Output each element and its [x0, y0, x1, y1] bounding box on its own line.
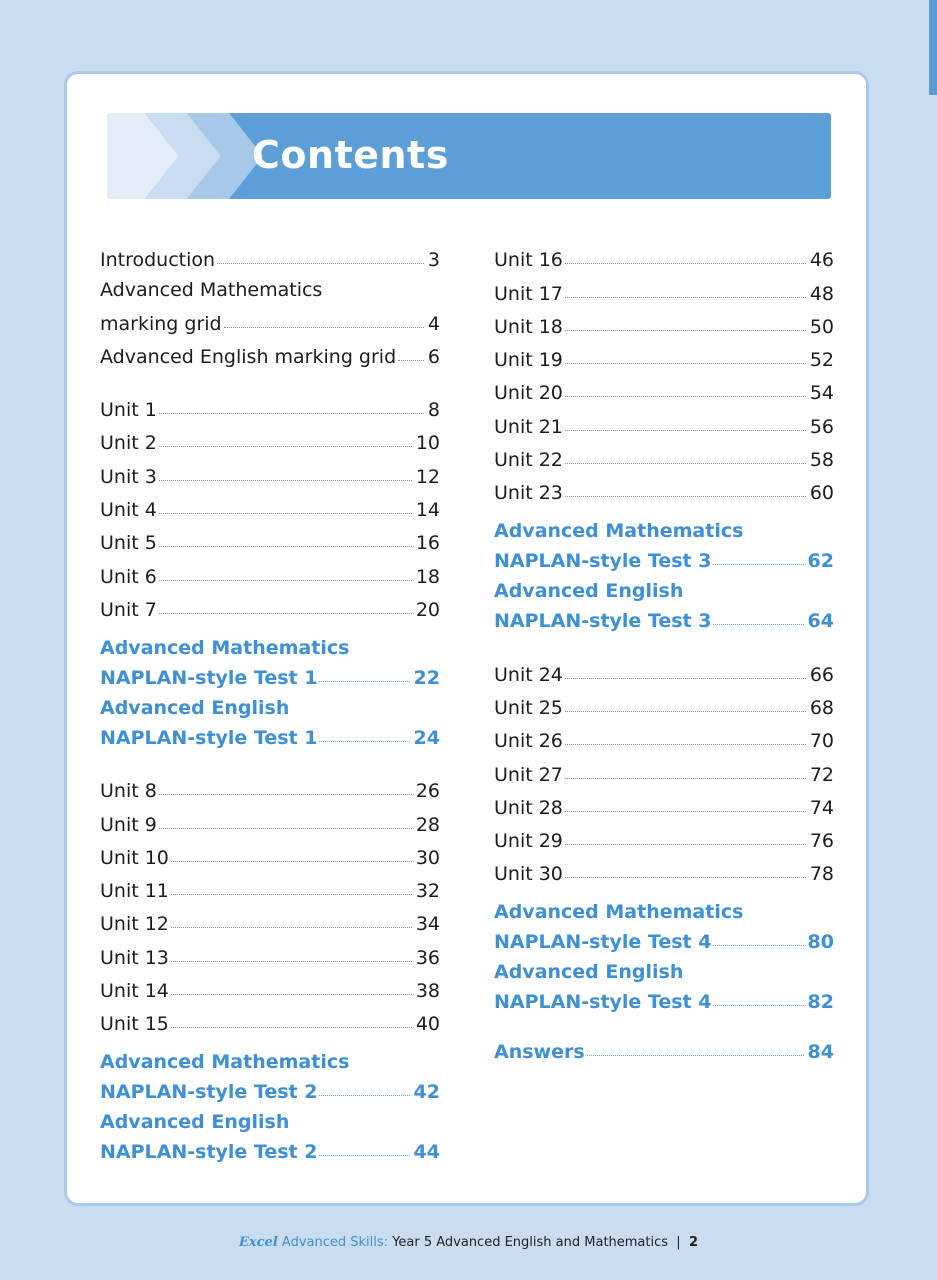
toc-label: Unit 20: [494, 382, 563, 405]
toc-page-number: 82: [807, 991, 834, 1014]
dot-leader: [565, 744, 806, 745]
toc-page-number: 28: [415, 813, 440, 836]
contents-banner: [107, 113, 831, 199]
toc-label: Unit 16: [494, 249, 563, 272]
toc-entry-unit[interactable]: [494, 752, 834, 785]
toc-page-number: 60: [809, 482, 834, 505]
dot-leader: [565, 396, 806, 397]
page-footer: [0, 1235, 937, 1250]
toc-entry-unit[interactable]: [100, 769, 440, 802]
dot-leader: [713, 945, 803, 946]
dot-leader: [171, 961, 412, 962]
dot-leader: [159, 480, 412, 481]
toc-entry-maths-marking-grid[interactable]: [100, 301, 440, 334]
toc-label: Unit 28: [494, 796, 563, 819]
toc-entry-unit[interactable]: [100, 1002, 440, 1035]
dot-leader: [159, 546, 412, 547]
toc-page-number: 20: [415, 598, 440, 621]
toc-page-number: 10: [415, 432, 440, 455]
dot-leader: [565, 844, 806, 845]
toc-label: Unit 17: [494, 282, 563, 305]
dot-leader: [159, 413, 424, 414]
toc-page-number: 4: [427, 312, 440, 335]
toc-entry-unit[interactable]: [100, 421, 440, 454]
dot-leader: [565, 877, 806, 878]
toc-page-number: 44: [413, 1141, 440, 1164]
dot-leader: [319, 1095, 409, 1096]
toc-page-number: 66: [809, 663, 834, 686]
contents-card: [64, 71, 869, 1206]
toc-page-number: 70: [809, 730, 834, 753]
dot-leader: [565, 678, 806, 679]
toc-entry-unit[interactable]: [100, 935, 440, 968]
toc-label: Advanced English marking grid: [100, 345, 397, 368]
toc-entry-maths-test-1[interactable]: [100, 659, 440, 689]
toc-entry-unit[interactable]: [494, 404, 834, 437]
toc-entry-unit[interactable]: [494, 819, 834, 852]
dot-leader: [159, 794, 412, 795]
toc-label: Unit 5: [100, 532, 157, 555]
dot-leader: [713, 624, 803, 625]
toc-page-number: 22: [413, 666, 440, 689]
toc-page-number: 18: [415, 565, 440, 588]
toc-page-number: 26: [415, 780, 440, 803]
toc-label: Answers: [494, 1041, 585, 1064]
dot-leader: [159, 828, 412, 829]
dot-leader: [224, 327, 424, 328]
toc-page-number: 32: [415, 880, 440, 903]
dot-leader: [171, 927, 412, 928]
toc-entry-unit[interactable]: [100, 802, 440, 835]
toc-page-number: 42: [413, 1081, 440, 1104]
toc-page-number: 50: [809, 315, 834, 338]
toc-label: marking grid: [100, 312, 222, 335]
toc-entry-unit[interactable]: [494, 652, 834, 685]
toc-entry-unit[interactable]: [494, 238, 834, 271]
book-title: Year 5 Advanced English and Mathematics: [392, 1235, 669, 1250]
dot-leader: [171, 861, 412, 862]
toc-page-number: 3: [427, 249, 440, 272]
dot-leader: [713, 1005, 803, 1006]
toc-label: NAPLAN-style Test 1: [100, 666, 318, 689]
toc-page-number: 34: [415, 913, 440, 936]
dot-leader: [159, 446, 412, 447]
dot-leader: [565, 363, 806, 364]
toc-entry-unit[interactable]: [100, 588, 440, 621]
unit-list: [494, 238, 834, 504]
toc-label: Unit 22: [494, 449, 563, 472]
toc-left-column: [100, 238, 440, 1163]
toc-entry-introduction[interactable]: [100, 238, 440, 271]
test-label-line1: Advanced English: [100, 1111, 290, 1134]
brand-logo-text: Excel: [238, 1235, 278, 1250]
toc-entry-unit[interactable]: [494, 686, 834, 719]
toc-page-number: 48: [809, 282, 834, 305]
toc-entry-english-test-2[interactable]: [100, 1133, 440, 1163]
toc-label: NAPLAN-style Test 2: [100, 1141, 318, 1164]
toc-label: NAPLAN-style Test 4: [494, 991, 712, 1014]
toc-page-number: 52: [809, 349, 834, 372]
toc-entry-unit[interactable]: [100, 554, 440, 587]
toc-entry-maths-test-4[interactable]: [494, 923, 834, 953]
test-label-line1: Advanced Mathematics: [100, 1051, 350, 1074]
toc-entry-english-marking-grid[interactable]: [100, 335, 440, 368]
dot-leader: [171, 894, 412, 895]
dot-leader: [319, 1155, 409, 1156]
toc-label: Unit 18: [494, 315, 563, 338]
toc-entry-unit[interactable]: [494, 338, 834, 371]
page-title: Contents: [252, 133, 449, 177]
toc-label-line1: Advanced Mathematics: [100, 279, 323, 302]
toc-page-number: 46: [809, 249, 834, 272]
toc-page-number: 6: [427, 345, 440, 368]
toc-entry-unit[interactable]: [100, 521, 440, 554]
toc-entry-unit[interactable]: [100, 836, 440, 869]
toc-label: Unit 4: [100, 499, 157, 522]
dot-leader: [159, 580, 412, 581]
toc-page-number: 68: [809, 696, 834, 719]
toc-label: Unit 14: [100, 980, 169, 1003]
toc-label: Unit 2: [100, 432, 157, 455]
toc-label: Unit 21: [494, 415, 563, 438]
toc-page-number: 72: [809, 763, 834, 786]
dot-leader: [587, 1055, 804, 1056]
toc-label: Unit 7: [100, 598, 157, 621]
dot-leader: [565, 297, 806, 298]
toc-page-number: 62: [807, 550, 834, 573]
edge-tab: [929, 0, 937, 95]
dot-leader: [713, 564, 803, 565]
toc-label: Unit 15: [100, 1013, 169, 1036]
toc-page-number: 14: [415, 499, 440, 522]
test-label-line1: Advanced Mathematics: [494, 901, 744, 924]
toc-entry-unit[interactable]: [100, 488, 440, 521]
dot-leader: [565, 463, 806, 464]
page-number: 2: [688, 1235, 698, 1250]
toc-entry-unit[interactable]: [100, 869, 440, 902]
toc-label: Unit 25: [494, 696, 563, 719]
toc-page-number: 12: [415, 465, 440, 488]
toc-entry-unit[interactable]: [494, 719, 834, 752]
toc-label: NAPLAN-style Test 1: [100, 726, 318, 749]
toc-page-number: 40: [415, 1013, 440, 1036]
toc-page-number: 16: [415, 532, 440, 555]
toc-label: Unit 30: [494, 863, 563, 886]
dot-leader: [565, 778, 806, 779]
toc-label: Unit 11: [100, 880, 169, 903]
toc-entry-unit[interactable]: [494, 305, 834, 338]
dot-leader: [319, 741, 409, 742]
unit-list: [494, 652, 834, 885]
toc-label: NAPLAN-style Test 3: [494, 610, 712, 633]
test-label-line1: Advanced English: [494, 580, 684, 603]
toc-page-number: 30: [415, 846, 440, 869]
toc-page-number: 80: [807, 931, 834, 954]
toc-page-number: 58: [809, 449, 834, 472]
toc-label: Unit 24: [494, 663, 563, 686]
toc-entry-unit[interactable]: [100, 969, 440, 1002]
test-label-line1: Advanced English: [494, 961, 684, 984]
toc-page-number: 76: [809, 830, 834, 853]
toc-label: Unit 29: [494, 830, 563, 853]
toc-label: NAPLAN-style Test 4: [494, 931, 712, 954]
toc-entry-english-test-4[interactable]: [494, 983, 834, 1013]
dot-leader: [565, 711, 806, 712]
dot-leader: [565, 496, 806, 497]
toc-entry-maths-test-2[interactable]: [100, 1073, 440, 1103]
toc-page-number: 36: [415, 946, 440, 969]
toc-entry-unit[interactable]: [494, 786, 834, 819]
dot-leader: [565, 430, 806, 431]
toc-label: Unit 26: [494, 730, 563, 753]
toc-label: Unit 6: [100, 565, 157, 588]
test-label-line1: Advanced Mathematics: [100, 636, 350, 659]
toc-entry-english-test-1[interactable]: [100, 719, 440, 749]
toc-entry-english-test-3[interactable]: [494, 602, 834, 632]
toc-page-number: 84: [807, 1041, 834, 1064]
toc-label: Unit 13: [100, 946, 169, 969]
toc-label: NAPLAN-style Test 2: [100, 1081, 318, 1104]
dot-leader: [398, 360, 424, 361]
toc-page-number: 38: [415, 980, 440, 1003]
toc-entry-unit[interactable]: [494, 371, 834, 404]
toc-label: Unit 3: [100, 465, 157, 488]
toc-label: Introduction: [100, 249, 216, 272]
toc-page-number: 8: [427, 399, 440, 422]
dot-leader: [171, 994, 412, 995]
toc-right-column: [494, 238, 834, 1063]
dot-leader: [565, 263, 806, 264]
toc-entry-unit[interactable]: [100, 388, 440, 421]
dot-leader: [171, 1027, 412, 1028]
test-label-line1: Advanced English: [100, 696, 290, 719]
toc-label: Unit 12: [100, 913, 169, 936]
toc-label: Unit 10: [100, 846, 169, 869]
toc-page-number: 54: [809, 382, 834, 405]
dot-leader: [565, 330, 806, 331]
dot-leader: [159, 613, 412, 614]
toc-label: Unit 19: [494, 349, 563, 372]
series-name: Advanced Skills:: [281, 1235, 389, 1250]
dot-leader: [159, 513, 412, 514]
toc-label: Unit 27: [494, 763, 563, 786]
toc-entry-unit[interactable]: [494, 852, 834, 885]
toc-page-number: 74: [809, 796, 834, 819]
test-label-line1: Advanced Mathematics: [494, 520, 744, 543]
dot-leader: [217, 263, 424, 264]
toc-label: Unit 23: [494, 482, 563, 505]
toc-entry-unit[interactable]: [494, 271, 834, 304]
toc-entry-maths-test-3[interactable]: [494, 542, 834, 572]
toc-label: Unit 1: [100, 399, 157, 422]
toc-entry-unit[interactable]: [494, 438, 834, 471]
dot-leader: [319, 681, 409, 682]
unit-list: [100, 769, 440, 1035]
toc-label: NAPLAN-style Test 3: [494, 550, 712, 573]
toc-page-number: 56: [809, 415, 834, 438]
toc-label: Unit 9: [100, 813, 157, 836]
toc-page-number: 78: [809, 863, 834, 886]
toc-entry-unit[interactable]: [100, 902, 440, 935]
footer-separator: |: [676, 1235, 681, 1250]
unit-list: [100, 388, 440, 621]
toc-label: Unit 8: [100, 780, 157, 803]
toc-page-number: 24: [413, 726, 440, 749]
toc-entry-answers[interactable]: [494, 1033, 834, 1063]
toc-entry-unit[interactable]: [494, 471, 834, 504]
toc-entry-unit[interactable]: [100, 454, 440, 487]
dot-leader: [565, 811, 806, 812]
toc-page-number: 64: [807, 610, 834, 633]
